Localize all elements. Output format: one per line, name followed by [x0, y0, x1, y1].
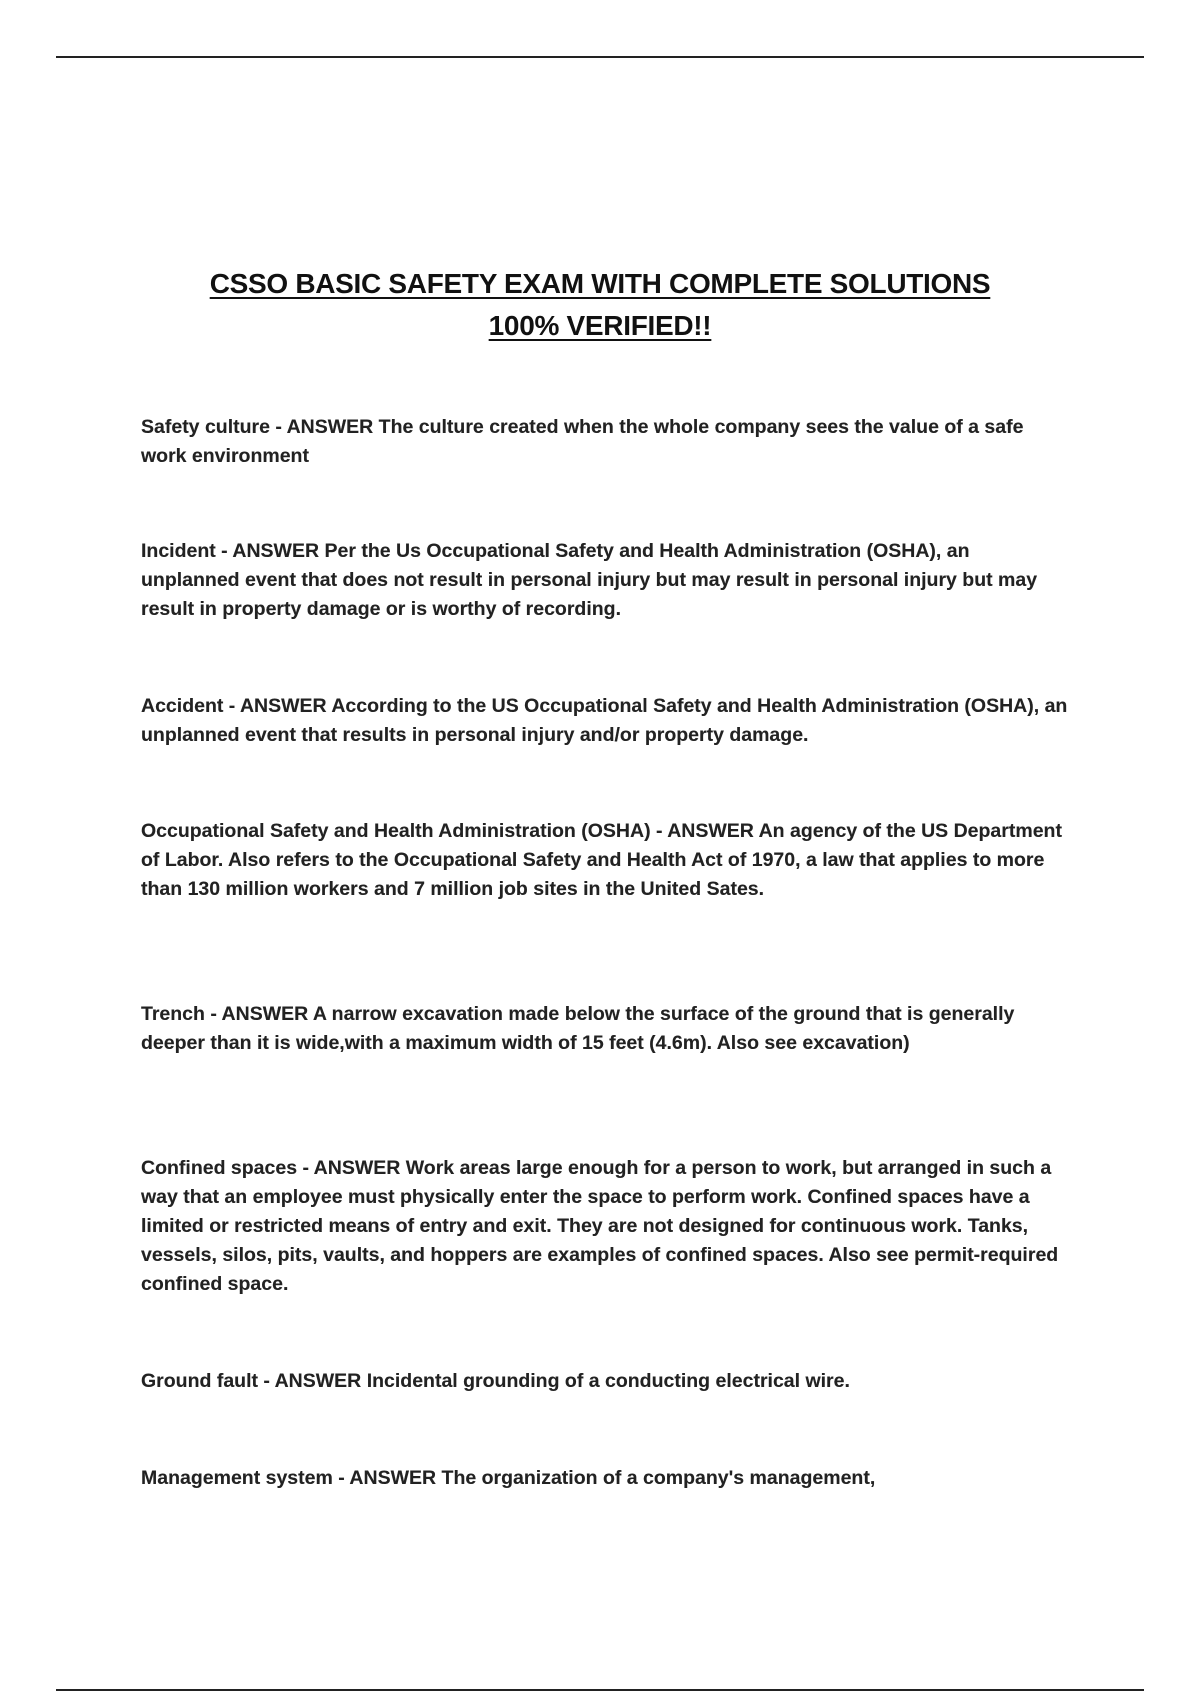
entry-term: Ground fault [141, 1370, 258, 1392]
entry-definition: According to the US Occupational Safety and Health Administration (OSHA), an unplanned event that results in personal injury and/or property damage. [141, 695, 1068, 746]
qa-entry-accident [141, 692, 1071, 750]
entry-definition: An agency of the US Department of Labor. Also refers to the Occupational Safety and Health Act of 1970, a law that applies to more than 130 million workers and 7 million job sites in the United Sates. [141, 820, 1062, 900]
entry-definition: Per the Us Occupational Safety and Health Administration (OSHA), an unplanned event that does not result in personal injury but may result in personal injury but may result in property damage or is worthy of recording. [141, 540, 1038, 620]
title-line-2: 100% VERIFIED!! [488, 310, 712, 341]
qa-entry-osha [141, 817, 1071, 904]
entry-answer-label: - ANSWER [215, 540, 325, 562]
title-line-1: CSSO BASIC SAFETY EXAM WITH COMPLETE SOLUTIONS [209, 268, 991, 299]
entry-answer-label: - ANSWER [257, 1370, 367, 1392]
qa-entry-incident [141, 537, 1071, 624]
qa-entry-trench [141, 1000, 1071, 1058]
entry-term: Safety culture [141, 416, 270, 438]
entry-term: Confined spaces [141, 1157, 298, 1179]
entry-term: Accident [141, 695, 224, 717]
entry-term: Trench [141, 1003, 205, 1025]
document-title [100, 263, 1100, 347]
entry-definition: A narrow excavation made below the surface of the ground that is generally deeper than it is wide,with a maximum width of 15 feet (4.6m). Also see excavation) [141, 1003, 1015, 1054]
entry-definition: The culture created when the whole company sees the value of a safe work environment [141, 416, 1024, 467]
qa-entry-confined-spaces [141, 1154, 1071, 1299]
entry-answer-label: - ANSWER [269, 416, 379, 438]
entry-answer-label: - ANSWER [332, 1467, 442, 1489]
qa-entry-ground-fault [141, 1367, 1071, 1396]
bottom-rule [56, 1689, 1144, 1691]
qa-entry-safety-culture [141, 413, 1071, 471]
entry-term: Incident [141, 540, 216, 562]
entry-answer-label: - ANSWER [204, 1003, 313, 1025]
qa-entry-management-system [141, 1464, 1071, 1493]
entry-answer-label: - ANSWER [223, 695, 332, 717]
entry-definition: Work areas large enough for a person to work, but arranged in such a way that an employee must physically enter the space to perform work. Confined spaces have a limited or restricted means of entry and exit. They are not designed for continuous work. Tanks, vessels, silos, pits, vaults, and hoppers are examples of confined spaces. Also see permit-required confined space. [141, 1157, 1059, 1295]
entry-answer-label: - ANSWER [297, 1157, 406, 1179]
entry-definition: Incidental grounding of a conducting electrical wire. [366, 1370, 850, 1392]
entry-term: Occupational Safety and Health Administration (OSHA) [141, 820, 651, 842]
entry-term: Management system [141, 1467, 333, 1489]
entry-answer-label: - ANSWER [650, 820, 759, 842]
top-rule [56, 56, 1144, 58]
entry-definition: The organization of a company's management, [441, 1467, 876, 1489]
